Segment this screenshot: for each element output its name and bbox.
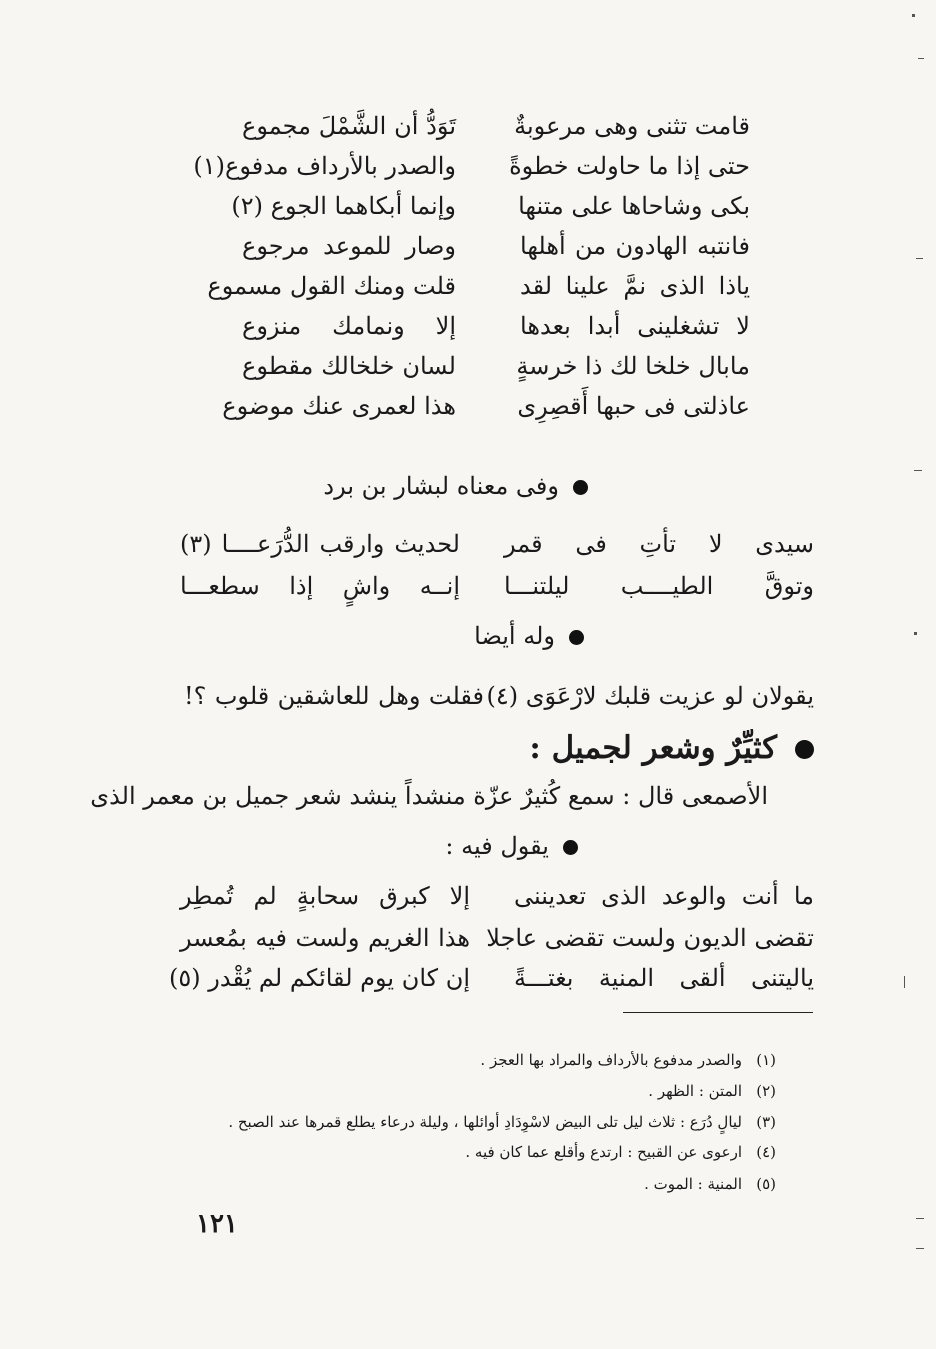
footnote-number: (١) [756,1051,776,1069]
bullet-icon [573,480,588,495]
verse-2-hemistich-left: والصدر بالأرداف مدفوع(١) [193,152,456,180]
scan-speck [916,1248,924,1249]
verse-1-hemistich-left: تَوَدُّ أن الشَّمْلَ مجموع [242,112,456,140]
heading-also [474,616,584,656]
footnote-number: (٥) [756,1175,776,1193]
verse-11-hemistich-left: فقلت وهل للعاشقين قلوب ؟! [184,682,484,710]
section-title [529,728,814,768]
verse-6-hemistich-right: لا تشغلينى أبدا بعدها [520,312,750,340]
verse-12-hemistich-right: ما أنت والوعد الذى تعديننى [514,882,814,910]
footnote-3 [228,1111,776,1133]
verse-14-hemistich-right: ياليتنى ألقى المنية بغتـــةً [514,964,814,992]
heading-says-text: يقول فيه : [445,832,549,860]
verse-7-hemistich-right: مابال خلخا لك ذا خرسةٍ [516,352,750,380]
verse-8-hemistich-right: عاذلتى فى حبها أَقصِرِى [517,392,750,420]
verse-6-hemistich-left: إلا ونمامك منزوع [242,312,456,340]
footnote-text: ليالٍ دُرَع : ثلاث ليل تلى البيض لاسْوِدَادِ أوائلها ، وليلة درعاء يطلع قمرها عند الصبح . [228,1113,742,1131]
verse-9-hemistich-right: سيدى لا تأتِ فى قمر [504,530,814,558]
scan-speck [912,14,915,17]
verse-7-hemistich-left: لسان خلخالك مقطوع [242,352,456,380]
verse-8-hemistich-left: هذا لعمرى عنك موضوع [222,392,456,420]
section-title-text: كثيِّرٌ وشعر لجميل : [529,730,777,766]
scan-speck [916,258,923,259]
footnote-5 [644,1173,776,1195]
verse-13-hemistich-right: تقضى الديون ولست تقضى عاجلا [486,924,814,952]
prose-paragraph: الأصمعى قال : سمع كُثيرٌ عزّة منشداً ينشد شعر جميل بن معمر الذى [90,782,768,810]
bullet-icon [569,630,584,645]
verse-4-hemistich-right: فانتبه الهادون من أهلها [520,232,750,260]
verse-13-hemistich-left: هذا الغريم ولست فيه بمُعسر [180,924,470,952]
footnote-separator [623,1012,813,1013]
verse-12-hemistich-left: إلا كبرق سحابةٍ لم تُمطِر [180,882,470,910]
footnote-text: المنية : الموت . [644,1175,742,1193]
verse-14-hemistich-left: إن كان يوم لقائكم لم يُقْدر (٥) [169,964,470,992]
verse-10-hemistich-right: وتوقَّ الطيــــب ليلتنـــا [504,572,814,600]
scan-speck [918,58,924,59]
heading-says [445,826,578,866]
bullet-icon [563,840,578,855]
verse-5-hemistich-left: قلت ومنك القول مسموع [207,272,456,300]
verse-11-hemistich-right: يقولان لو عزيت قلبك لارْعَوَى (٤) [486,682,814,710]
verse-10-hemistich-left: إنــه واشٍ إذا سطعـــا [180,572,460,600]
footnote-number: (٣) [756,1113,776,1131]
footnote-2 [648,1080,776,1102]
scan-speck [904,976,905,988]
heading-bashar [323,466,588,506]
scan-speck [914,470,922,471]
scan-speck [916,1218,924,1219]
footnote-number: (٢) [756,1082,776,1100]
verse-3-hemistich-right: بكى وشاحاها على متنها [518,192,750,220]
heading-bashar-text: وفى معناه لبشار بن برد [323,472,559,500]
page-number: ١٢١ [196,1209,238,1239]
verse-9-hemistich-left: لحديث وارقب الدُّرَعــــا (٣) [180,530,460,558]
footnote-4 [465,1141,776,1163]
footnote-number: (٤) [756,1143,776,1161]
scan-speck [914,632,917,635]
footnote-text: ارعوى عن القبيح : ارتدع وأقلع عما كان فيه . [465,1143,742,1161]
footnote-1 [480,1049,776,1071]
footnote-text: والصدر مدفوع بالأرداف والمراد بها العجز . [480,1051,742,1069]
verse-1-hemistich-right: قامت تثنى وهى مرعوبةٌ [514,112,750,140]
footnote-text: المتن : الظهر . [648,1082,742,1100]
heading-also-text: وله أيضا [474,622,555,650]
verse-4-hemistich-left: وصار للموعد مرجوع [242,232,456,260]
verse-3-hemistich-left: وإنما أبكاهما الجوع (٢) [231,192,456,220]
verse-2-hemistich-right: حتى إذا ما حاولت خطوةً [509,152,750,180]
bullet-icon [795,740,814,759]
verse-5-hemistich-right: ياذا الذى نمَّ علينا لقد [520,272,750,300]
